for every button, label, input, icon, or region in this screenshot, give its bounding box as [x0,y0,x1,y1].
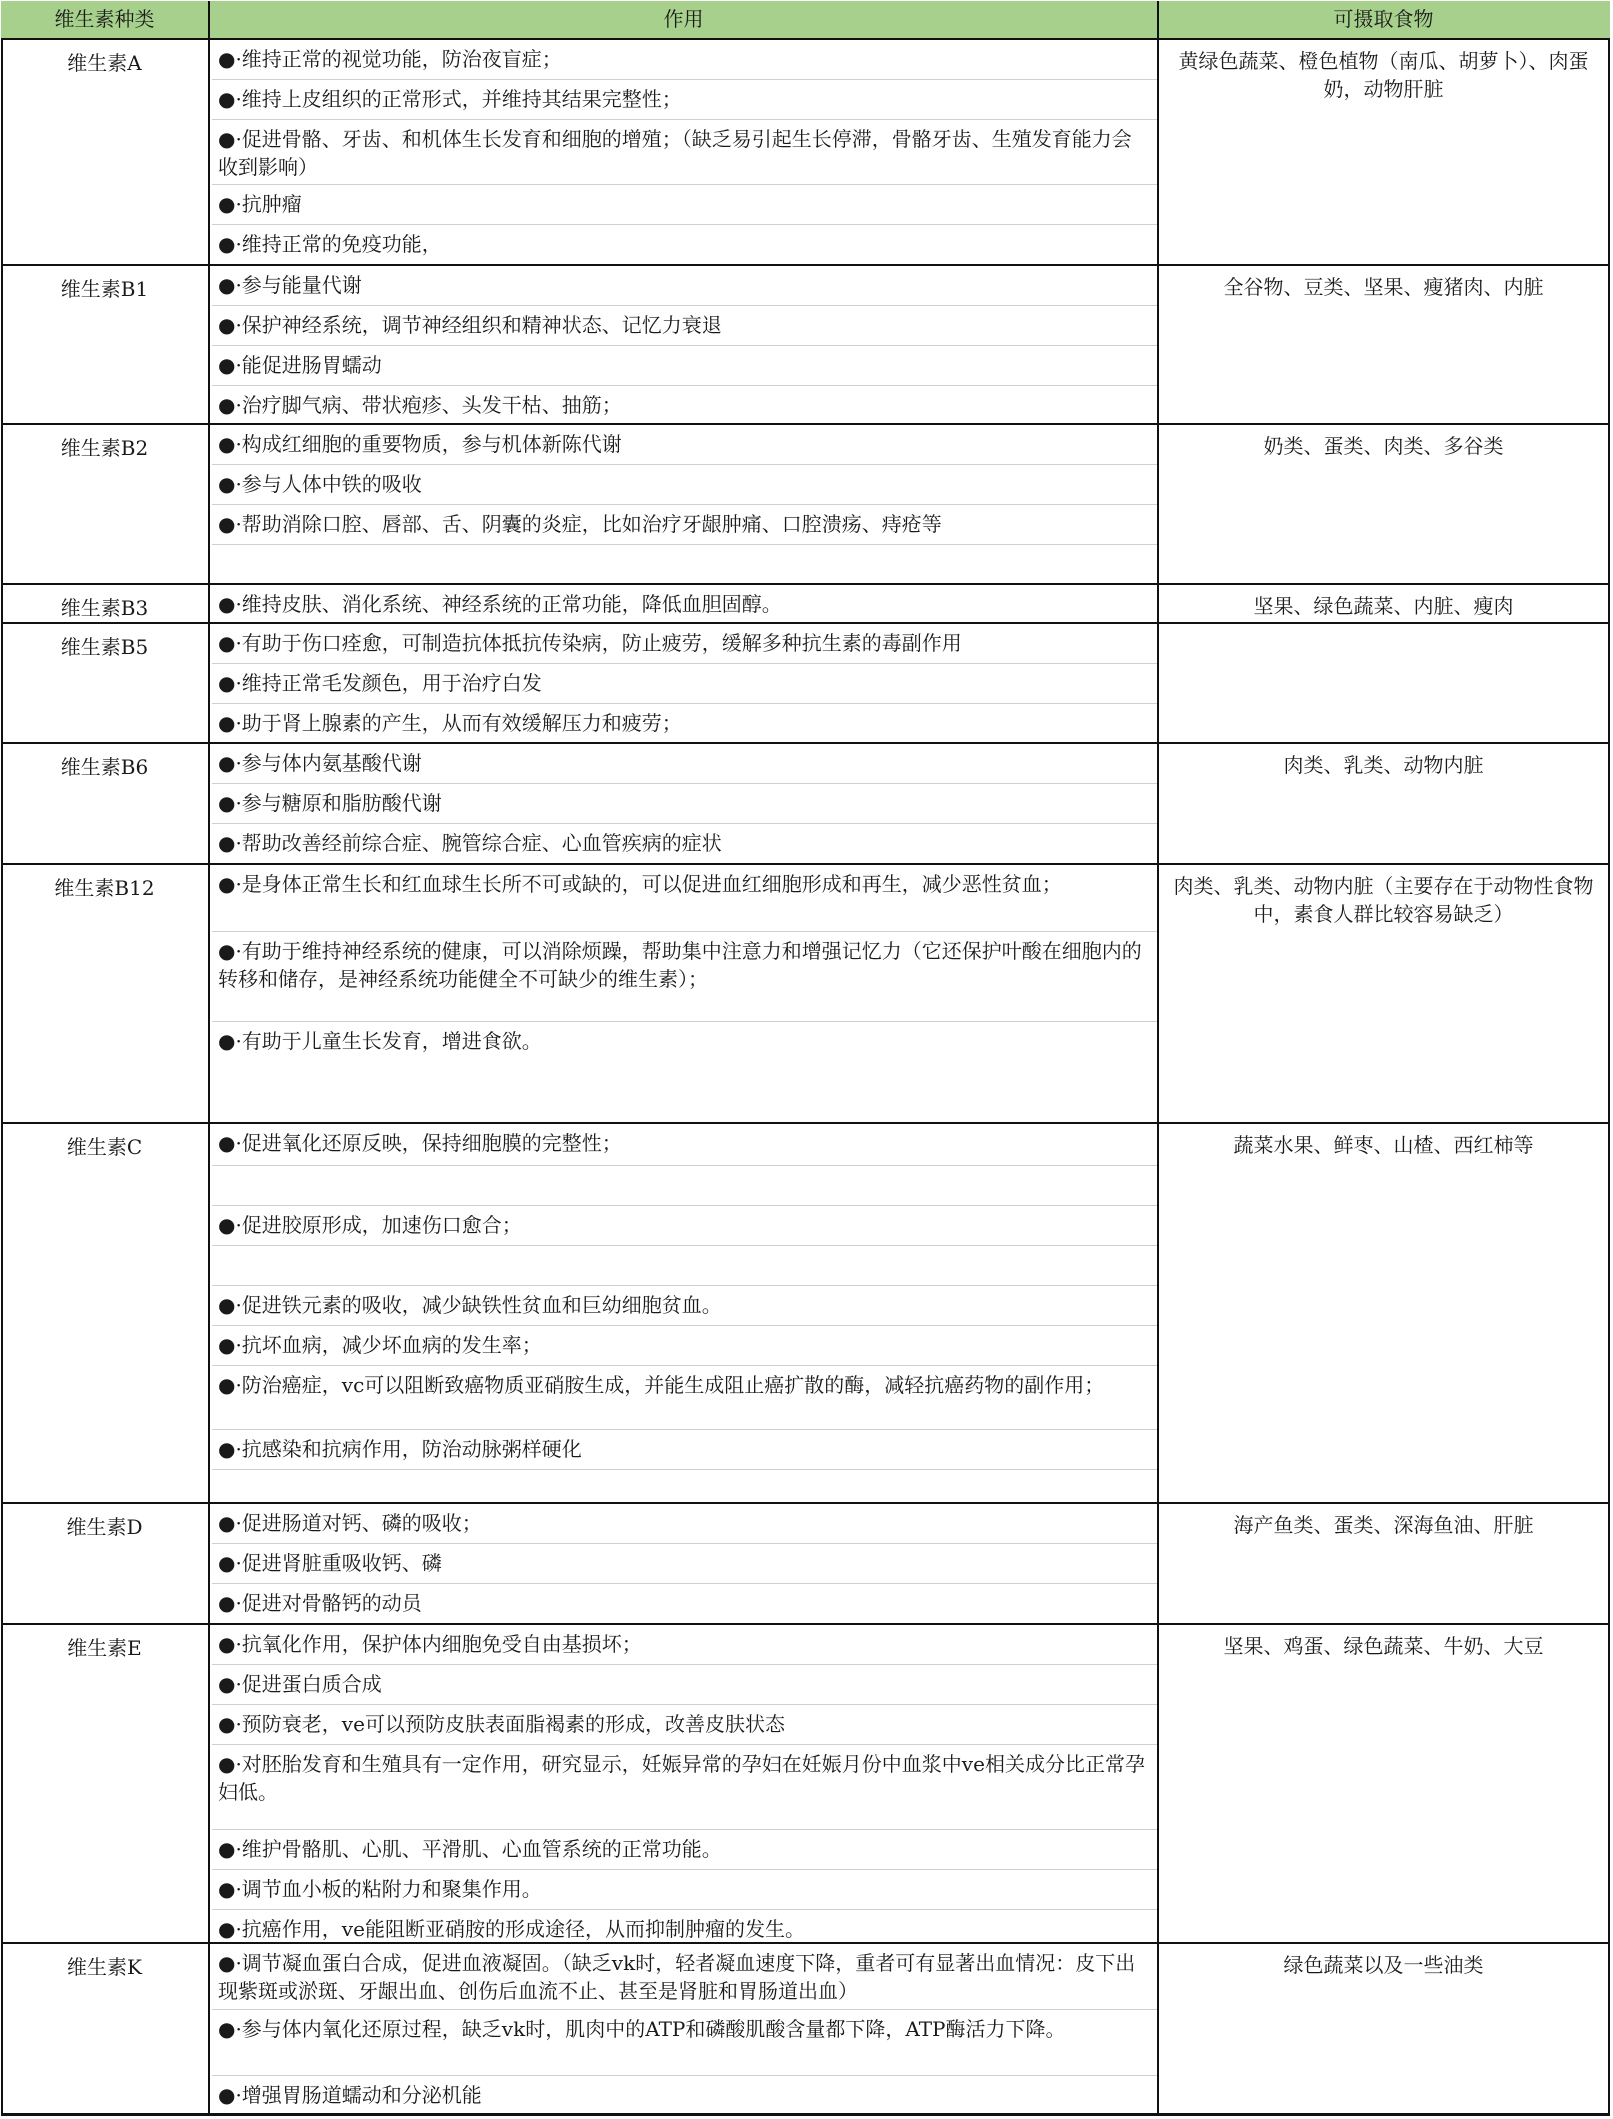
vitamin-name: 维生素K [67,1955,142,1979]
effect-row [212,2076,1157,2116]
effect-row [212,824,1157,865]
column-divider [208,1,210,2115]
vitamin-food: 绿色蔬菜以及一些油类 [1283,1953,1484,1977]
header-effect: 作用 [663,7,704,31]
effect-row [212,225,1157,266]
header-vitamin-type: 维生素种类 [54,7,155,31]
effect-text: ●·促进骨骼、牙齿、和机体生长发育和细胞的增殖；（缺乏易引起生长停滞，骨骼牙齿、生殖发育能力会收到影响） [218,127,1132,179]
effect-row [212,1584,1157,1625]
effect-text: ●·促进对骨骼钙的动员 [218,1591,422,1615]
effect-text: ●·帮助改善经前综合症、腕管综合症、心血管疾病的症状 [218,831,722,855]
vitamin-name: 维生素D [66,1515,143,1539]
effect-text: ●·防治癌症，vc可以阻断致癌物质亚硝胺生成，并能生成阻止癌扩散的酶，减轻抗癌药物的副作用； [218,1373,1105,1397]
effect-row [212,932,1157,1022]
vitamin-group [1,624,1610,744]
vitamin-group [1,1124,1610,1504]
effect-text: ●·维持正常毛发颜色，用于治疗白发 [218,671,542,695]
effect-text: ●·抗坏血病，减少坏血病的发生率； [218,1333,542,1357]
effect-row [212,1665,1157,1705]
effect-text: ●·促进肾脏重吸收钙、磷 [218,1551,442,1575]
effect-text: ●·抗氧化作用，保护体内细胞免受自由基损坏； [218,1632,642,1656]
effect-row [212,1246,1157,1286]
vitamin-food: 奶类、蛋类、肉类、多谷类 [1263,434,1504,458]
effect-row [212,1022,1157,1124]
effect-text [212,545,1157,550]
effect-text: ●·构成红细胞的重要物质，参与机体新陈代谢 [218,432,622,456]
effect-row [212,1124,1157,1166]
effect-row [212,346,1157,386]
effect-text: ●·维持皮肤、消化系统、神经系统的正常功能，降低血胆固醇。 [218,592,782,616]
effect-row [212,1910,1157,1944]
effect-text [212,1166,1157,1171]
effect-text: ●·抗癌作用，ve能阻断亚硝胺的形成途径，从而抑制肿瘤的发生。 [218,1917,805,1941]
effect-row [212,505,1157,545]
vitamin-food: 肉类、乳类、动物内脏 [1283,753,1484,777]
vitamin-group [1,1504,1610,1625]
vitamin-name: 维生素B6 [60,755,149,779]
effect-row [212,545,1157,585]
effect-text [212,1246,1157,1251]
effect-text: ●·保护神经系统，调节神经组织和精神状态、记忆力衰退 [218,313,722,337]
effect-row [212,865,1157,932]
effect-row [212,585,1157,624]
effect-row [212,1705,1157,1745]
table-header [1,1,1610,40]
effect-text: ●·对胚胎发育和生殖具有一定作用，研究显示，妊娠异常的孕妇在妊娠月份中血浆中ve相关成分比正常孕妇低。 [218,1752,1145,1804]
effect-row [212,704,1157,744]
effect-text: ●·促进铁元素的吸收，减少缺铁性贫血和巨幼细胞贫血。 [218,1293,722,1317]
effect-text: ●·维持上皮组织的正常形式，并维持其结果完整性； [218,87,682,111]
effect-text: ●·促进蛋白质合成 [218,1672,382,1696]
vitamin-group [1,425,1610,585]
effect-text: ●·参与糖原和脂肪酸代谢 [218,791,442,815]
effect-row [212,1830,1157,1870]
effect-text: ●·调节凝血蛋白合成，促进血液凝固。（缺乏vk时，轻者凝血速度下降，重者可有显著出血情况：皮下出现紫斑或淤斑、牙龈出血、创伤后血流不止、甚至是肾脏和胃肠道出血） [218,1951,1136,2003]
effect-text: ●·促进胶原形成，加速伤口愈合； [218,1213,522,1237]
effect-row [212,40,1157,80]
vitamin-name: 维生素C [66,1135,143,1159]
vitamin-group [1,40,1610,266]
effect-row [212,664,1157,704]
effect-row [212,1544,1157,1584]
effect-text: ●·有助于儿童生长发育，增进食欲。 [218,1029,542,1053]
effect-text: ●·能促进肠胃蠕动 [218,353,382,377]
effect-text: ●·调节血小板的粘附力和聚集作用。 [218,1877,542,1901]
effect-row [212,306,1157,346]
effect-text: ●·有助于伤口痊愈，可制造抗体抵抗传染病，防止疲劳，缓解多种抗生素的毒副作用 [218,631,962,655]
effect-text: ●·维持正常的视觉功能，防治夜盲症； [218,47,562,71]
effect-row [212,1326,1157,1366]
vitamin-name: 维生素B3 [60,596,149,620]
vitamin-name: 维生素B12 [54,876,155,900]
vitamin-group [1,865,1610,1124]
effect-row [212,1870,1157,1910]
effect-text: ●·抗肿瘤 [218,192,302,216]
vitamin-food: 肉类、乳类、动物内脏（主要存在于动物性食物中，素食人群比较容易缺乏） [1173,874,1594,926]
effect-row [212,2010,1157,2076]
effect-text: ●·抗感染和抗病作用，防治动脉粥样硬化 [218,1437,582,1461]
effect-row [212,1745,1157,1830]
vitamin-name: 维生素A [67,51,142,75]
effect-row [212,1166,1157,1206]
column-divider [1157,1,1159,2115]
effect-row [212,1286,1157,1326]
vitamin-group [1,744,1610,865]
effect-row [212,425,1157,465]
effect-text: ●·助于肾上腺素的产生，从而有效缓解压力和疲劳； [218,711,682,735]
effect-text: ●·参与体内氧化还原过程，缺乏vk时，肌肉中的ATP和磷酸肌酸含量都下降，ATP酶活力下降。 [218,2017,1066,2041]
effect-row [212,80,1157,120]
effect-row [212,386,1157,425]
vitamin-food: 黄绿色蔬菜、橙色植物（南瓜、胡萝卜）、肉蛋奶，动物肝脏 [1178,49,1589,101]
effect-text: ●·有助于维持神经系统的健康，可以消除烦躁，帮助集中注意力和增强记忆力（它还保护叶酸在细胞内的转移和储存，是神经系统功能健全不可缺少的维生素）； [218,939,1142,991]
effect-row [212,744,1157,784]
effect-row [212,1504,1157,1544]
vitamin-name: 维生素B5 [60,635,149,659]
effect-row [212,266,1157,306]
effect-row [212,185,1157,225]
effect-text: ●·是身体正常生长和红血球生长所不可或缺的，可以促进血红细胞形成和再生，减少恶性贫血； [218,872,1062,896]
vitamin-name: 维生素B2 [60,436,149,460]
effect-row [212,1944,1157,2010]
effect-row [212,120,1157,185]
effect-text [212,1470,1157,1475]
vitamin-group [1,585,1610,624]
effect-text: ●·增强胃肠道蠕动和分泌机能 [218,2083,482,2107]
vitamin-food: 海产鱼类、蛋类、深海鱼油、肝脏 [1233,1513,1534,1537]
header-food: 可摄取食物 [1333,7,1434,31]
vitamin-group [1,266,1610,425]
effect-row [212,1470,1157,1504]
vitamin-group [1,1625,1610,1944]
effect-row [212,624,1157,664]
effect-text: ●·参与人体中铁的吸收 [218,472,422,496]
effect-text: ●·参与能量代谢 [218,273,362,297]
effect-text: ●·预防衰老，ve可以预防皮肤表面脂褐素的形成，改善皮肤状态 [218,1712,785,1736]
effect-row [212,1206,1157,1246]
vitamin-name: 维生素B1 [60,277,149,301]
effect-text: ●·促进氧化还原反映，保持细胞膜的完整性； [218,1131,622,1155]
effect-text: ●·帮助消除口腔、唇部、舌、阴囊的炎症，比如治疗牙龈肿痛、口腔溃疡、痔疮等 [218,512,942,536]
effect-row [212,784,1157,824]
effect-text: ●·维护骨骼肌、心肌、平滑肌、心血管系统的正常功能。 [218,1837,722,1861]
vitamin-food: 蔬菜水果、鲜枣、山楂、西红柿等 [1233,1133,1534,1157]
vitamin-food: 全谷物、豆类、坚果、瘦猪肉、内脏 [1223,275,1544,299]
effect-row [212,1625,1157,1665]
effect-row [212,1366,1157,1430]
effect-text: ●·参与体内氨基酸代谢 [218,751,422,775]
effect-text: ●·促进肠道对钙、磷的吸收； [218,1511,482,1535]
vitamin-food: 坚果、绿色蔬菜、内脏、瘦肉 [1253,594,1514,618]
effect-text: ●·维持正常的免疫功能， [218,232,442,256]
vitamin-name: 维生素E [67,1636,142,1660]
effect-text: ●·治疗脚气病、带状疱疹、头发干枯、抽筋； [218,393,622,417]
effect-row [212,465,1157,505]
vitamin-group [1,1944,1610,2116]
effect-row [212,1430,1157,1470]
vitamin-food: 坚果、鸡蛋、绿色蔬菜、牛奶、大豆 [1223,1634,1544,1658]
